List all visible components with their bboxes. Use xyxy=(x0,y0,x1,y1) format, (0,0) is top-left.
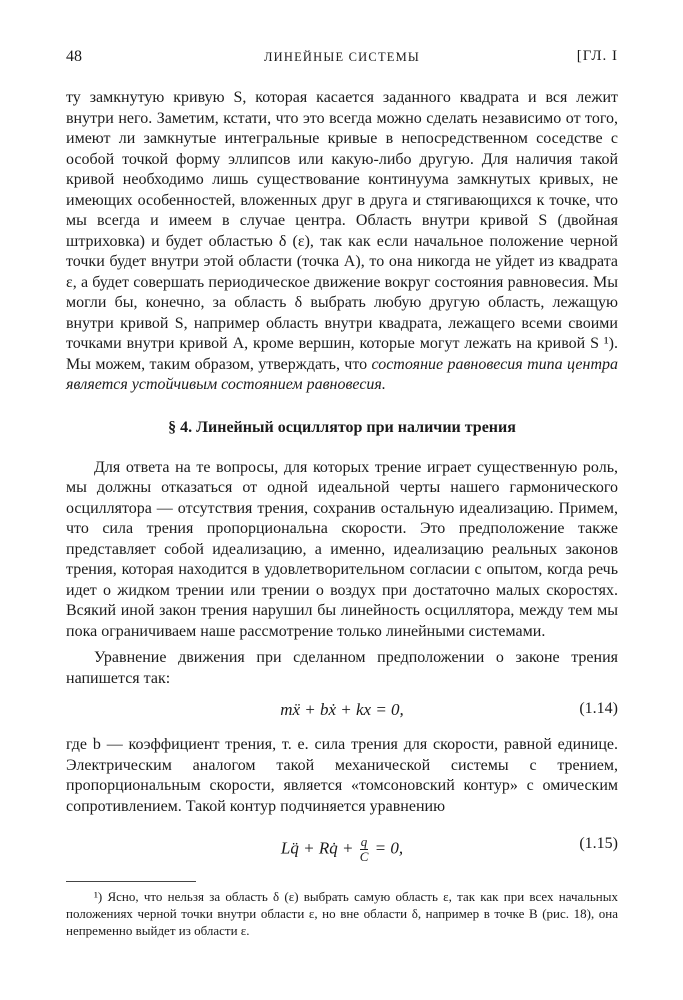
fraction-numerator: q xyxy=(360,834,368,849)
equation-number: (1.15) xyxy=(579,835,618,852)
equation-body xyxy=(66,835,618,864)
fraction-denominator: C xyxy=(359,849,369,864)
page-number: 48 xyxy=(66,48,82,65)
fraction xyxy=(360,835,369,864)
paragraph-equation-intro: Уравнение движения при сделанном предположении о законе трения напишется так: xyxy=(66,649,618,687)
paragraph-continuation xyxy=(66,88,618,396)
running-title: ЛИНЕЙНЫЕ СИСТЕМЫ xyxy=(263,50,421,64)
chapter-reference: [ГЛ. I xyxy=(576,48,618,64)
equation-number: (1.14) xyxy=(579,700,618,717)
paragraph-friction-intro: Для ответа на те вопросы, для которых трение играет существенную роль, мы должны отказаться от одной идеальной черты нашего гармонического осциллятора — отсутствия трения, сохранив остальную идеализацию. Примем, что сила трения пропорциональна скорости. Это предположение также представляет собой идеализацию, а именно, идеализацию реальных законов трения, которая находится в удовлетворительном согласии с опытом, когда речь идет о жидком трении или трении о воздух при достаточно малых скоростях. Всякий иной закон трения нарушил бы линейность осциллятора, между тем мы пока ограничиваем наше рассмотрение только линейными системами. xyxy=(66,458,618,640)
footnote: ¹) Ясно, что нельзя за область δ (ε) выбрать самую область ε, так как при всех начальных положениях черной точки внутри области ε, но вне области δ, например в точке B (рис. 18), она непременно выйдет из области ε. xyxy=(66,889,618,938)
theorem-italic-text: состояние равновесия типа центра является устойчивым состоянием равновесия. xyxy=(66,355,618,393)
equation-left: Lq̈ + Rq̇ + xyxy=(280,838,354,858)
equation-1-15 xyxy=(66,825,618,865)
book-page xyxy=(66,38,618,939)
equation-1-14 xyxy=(66,697,618,725)
section-title: § 4. Линейный осциллятор при наличии трения xyxy=(168,418,516,436)
equation-right: = 0, xyxy=(374,838,404,858)
paragraph-coefficient: где b — коэффициент трения, т. е. сила трения для скорости, равной единице. Электрическим аналогом такой механической системы с трением, пропорциональным скорости, является «томсоновский контур» с омическим сопротивлением. Такой контур подчиняется уравнению xyxy=(66,736,618,815)
running-header xyxy=(66,38,618,64)
equation-body: mẍ + bẋ + kx = 0, xyxy=(280,700,404,719)
footnote-divider xyxy=(66,881,196,882)
paragraph-text: ту замкнутую кривую S, которая касается заданного квадрата и вся лежит внутри него. Заметим, кстати, что это всегда можно сделать независимо от того, имеют ли замкнутые интегральные кривые в непосредственном соседстве с особой точкой форму эллипсов или какую-либо другую. Для наличия такой кривой необходимо лишь существование континуума замкнутых кривых, не имеющих особенностей, вложенных друг в друга и стягивающихся к точке, что мы всегда и имеем в случае центра. Область внутри кривой S (двойная штриховка) и будет областью δ (ε), так как если начальное положение черной точки будет внутри этой области (точка A), то она никогда не уйдет из квадрата ε, а будет совершать периодическое движение вокруг состояния равновесия. Мы могли бы, конечно, за область δ выбрать любую другую область, лежащую внутри кривой S, например область внутри квадрата, лежащего всеми своими точками внутри кривой A, кроме вершин, которые могут лежать на кривой S ¹). Мы можем, таким образом, утверждать, что xyxy=(66,89,618,373)
